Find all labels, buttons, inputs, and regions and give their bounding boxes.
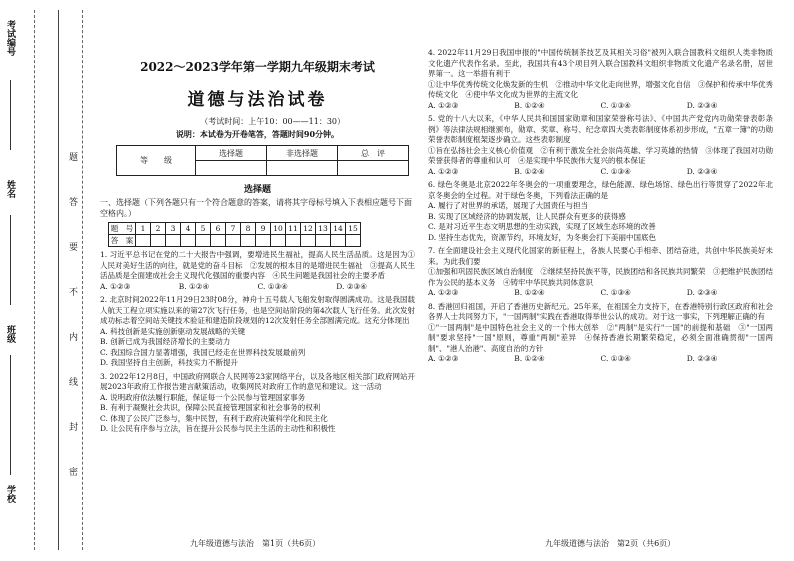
question-choices: ①旨在弘扬社会主义核心价值观 ②有利于激发全社会崇尚英雄、学习英雄的热情 ③体现了我国对功勋荣誉获得者的尊重和认可 ④是实现中华民族伟大复兴的根本保证 bbox=[428, 145, 773, 165]
question-number: 8 bbox=[241, 223, 256, 235]
class-label: 班级 bbox=[5, 325, 15, 343]
cut-word: 密 bbox=[69, 468, 79, 478]
page-footer-right: 九年级道德与法治 第2页（共6页） bbox=[545, 539, 676, 548]
question-choices: ①加强和巩固民族区域自治制度 ②继续坚持民族平等，民族团结和各民族共同繁荣 ③把维护民族团结作为公民的基本义务 ④铸牢中华民族共同体意识 bbox=[428, 267, 773, 287]
option-row bbox=[428, 354, 773, 365]
option[interactable]: B. 实现了区域经济的协调发展，让人民群众有更多的获得感 bbox=[428, 211, 626, 221]
answer-cell[interactable] bbox=[181, 235, 196, 247]
option[interactable]: C. ①③④ bbox=[257, 281, 288, 291]
option[interactable]: B. ①②④ bbox=[514, 166, 545, 176]
question-stem: 8. 香港回归祖国，开启了香港历史新纪元。25年来，在祖国全力支持下，在香港特别行政区政府和社会各界人士共同努力下，"一国两制"实践在香港取得举世公认的成功。对于这一事实，下列理解正确的有 bbox=[428, 301, 773, 321]
option[interactable]: D. ②③④ bbox=[336, 281, 367, 291]
grade-col-header: 非选择题 bbox=[267, 146, 338, 161]
answer-cell[interactable] bbox=[151, 235, 166, 247]
answer-row-label: 题 号 bbox=[109, 223, 136, 235]
question-stem: 4. 2022年11月29日我国申报的"中国传统制茶技艺及其相关习俗"被列入联合国教科文组织人类非物质文化遗产代表作名录。至此，我国共有43个项目列入联合国教科文组织非物质文化遗产名录名册，居世界第一。这一举措有利于 bbox=[428, 48, 773, 78]
answer-cell[interactable] bbox=[136, 235, 151, 247]
question-stem: 1. 习近平总书记在党的二十大报告中强调，要增进民生福祉，提高人民生活品质。这是因为 bbox=[100, 250, 408, 259]
question-number: 10 bbox=[271, 223, 286, 235]
option[interactable]: D. 坚持生态优先，资源节约，环境友好，为冬奥会打下美丽中国底色 bbox=[428, 232, 657, 242]
question-3 bbox=[100, 372, 415, 435]
seal-line-inner bbox=[82, 10, 83, 550]
question-8 bbox=[428, 302, 773, 365]
option[interactable]: C. ①③④ bbox=[600, 100, 631, 110]
question-1 bbox=[100, 250, 415, 292]
question-stem: 7. 在全面建设社会主义现代化国家的新征程上，各族人民要心手相牵、团结奋进，共创中华民族美好未来。为此我们要 bbox=[428, 246, 773, 266]
grade-col-header: 选择题 bbox=[196, 146, 267, 161]
option[interactable]: B. ①②④ bbox=[514, 100, 545, 110]
cut-word: 要 bbox=[69, 243, 79, 253]
answer-cell[interactable] bbox=[271, 235, 286, 247]
answer-cell[interactable] bbox=[256, 235, 271, 247]
answer-table bbox=[108, 222, 361, 247]
grade-cell[interactable] bbox=[338, 161, 409, 176]
binding-margin bbox=[0, 0, 96, 561]
question-choices: ①让中华优秀传统文化焕发新的生机 ②推动中华文化走向世界，增强文化自信 ③保护和传承中华优秀传统文化 ④使中华文化成为世界的主流文化 bbox=[428, 79, 773, 99]
grade-cell[interactable] bbox=[267, 161, 338, 176]
question-stem: 2. 北京时间2022年11月29日23时08分，神舟十五号载人飞船发射取得圆满成功。这是我国载人航天工程立项实施以来的第27次飞行任务，也是空间站阶段的第4次载人飞行任务。此次发射成功标志着空间站关键技术验证和建造阶段规划的12次发射任务全部圆满完成。这充分体现出 bbox=[100, 295, 415, 325]
option[interactable]: C. 我国综合国力显著增强，我国已经走在世界科技发展最前列 bbox=[100, 347, 306, 357]
question-number: 6 bbox=[211, 223, 226, 235]
question-5 bbox=[428, 114, 773, 177]
option[interactable]: B. 创新已成为我国经济增长的主要动力 bbox=[100, 337, 231, 346]
question-number: 5 bbox=[196, 223, 211, 235]
answer-row-label: 答 案 bbox=[109, 235, 136, 247]
cut-word: 线 bbox=[69, 378, 79, 388]
option-row bbox=[428, 101, 773, 112]
option[interactable]: B. ①②④ bbox=[178, 281, 210, 291]
question-number: 9 bbox=[256, 223, 271, 235]
name-label: 姓名 bbox=[5, 180, 15, 198]
grade-cell[interactable] bbox=[196, 161, 267, 176]
answer-cell[interactable] bbox=[331, 235, 346, 247]
page-2 bbox=[428, 34, 773, 544]
option[interactable]: A. ①②③ bbox=[100, 281, 131, 291]
name-line bbox=[10, 215, 11, 305]
exam-note: 说明：本试卷为开卷笔答，答题时间90分钟。 bbox=[175, 129, 340, 139]
page-1 bbox=[100, 34, 415, 544]
exam-time: （考试时间：上午10：00——11：30） bbox=[200, 117, 345, 126]
question-6 bbox=[428, 180, 773, 243]
option[interactable]: C. ①③④ bbox=[600, 166, 631, 176]
question-7 bbox=[428, 246, 773, 299]
answer-cell[interactable] bbox=[301, 235, 316, 247]
answer-cell[interactable] bbox=[196, 235, 211, 247]
option[interactable]: A. ①②③ bbox=[428, 288, 459, 297]
option-row bbox=[100, 282, 415, 293]
subject-title: 道德与法治试卷 bbox=[187, 90, 328, 110]
option[interactable]: A. ①②③ bbox=[428, 166, 459, 176]
cut-word: 不 bbox=[69, 288, 79, 298]
class-line bbox=[10, 355, 11, 475]
section-heading: 选择题 bbox=[243, 185, 271, 195]
exam-no-line bbox=[10, 80, 11, 150]
option[interactable]: C. 是对习近平生态文明思想的生动实践，实现了区域生态环境的改善 bbox=[428, 222, 656, 231]
option-row bbox=[428, 167, 773, 178]
option[interactable]: D. ②③④ bbox=[686, 288, 718, 297]
answer-cell[interactable] bbox=[286, 235, 301, 247]
option[interactable]: A. ①②③ bbox=[428, 354, 459, 363]
option[interactable]: A. 说明政府依法履行职能，保证每一个公民参与管理国家事务 bbox=[100, 392, 306, 402]
option[interactable]: B. ①②④ bbox=[514, 288, 545, 297]
question-4 bbox=[428, 48, 773, 111]
option[interactable]: C. ①③④ bbox=[600, 288, 631, 297]
option[interactable]: D. ②③④ bbox=[686, 354, 718, 363]
grade-row-label: 等 级 bbox=[117, 146, 196, 176]
exam-title: 2022～2023学年第一学期九年级期末考试 bbox=[140, 60, 375, 74]
question-number: 1 bbox=[136, 223, 151, 235]
seal-line-outer bbox=[34, 10, 35, 550]
cut-word: 封 bbox=[69, 423, 79, 433]
cut-word: 内 bbox=[69, 333, 79, 343]
option-row bbox=[428, 288, 773, 299]
option[interactable]: A. 科技创新是实施创新驱动发展战略的关键 bbox=[100, 326, 246, 336]
option[interactable]: D. ②③④ bbox=[686, 166, 718, 176]
question-number: 4 bbox=[181, 223, 196, 235]
grade-table bbox=[116, 145, 409, 176]
seal-line-middle bbox=[58, 10, 59, 550]
option[interactable]: C. 体现了公民广泛参与，集中民智，有利于政府决策科学化和民主化 bbox=[100, 413, 328, 423]
question-choices: ①人民对美好生活的向往，就是党的奋斗目标 ②发展的根本目的是增进民生福祉 ③提高人民生活品质是全面建成社会主义现代化强国的重要内容 ④民生问题是我国社会的主要矛盾 bbox=[100, 250, 415, 280]
question-choices: ①"一国两制"是中国特色社会主义的一个伟大创举 ②"两制"是实行"一国"的前提和基础 ③"一国两制"要求坚持"一国"原则，尊重"两制"差异 ④保持香港长期繁荣稳定，必须全面准确贯彻"一国两制"、"港人治港"、高度自治的方针 bbox=[428, 322, 773, 353]
question-number: 2 bbox=[151, 223, 166, 235]
option[interactable]: A. ①②③ bbox=[428, 100, 459, 110]
option[interactable]: D. 让公民有序参与立法，旨在提升公民参与民主生活的主动性和积极性 bbox=[100, 424, 336, 433]
answer-cell[interactable] bbox=[226, 235, 241, 247]
cut-word: 题 bbox=[69, 153, 79, 163]
question-stem: 3. 2022年12月8日，中国政府网联合人民网等23家网络平台，以及各地区相关部门政府网站开展2023年政府工作报告建言献策活动，收集网民对政府工作的意见和建议。这一活动 bbox=[100, 371, 415, 391]
question-number: 7 bbox=[226, 223, 241, 235]
cut-word: 答 bbox=[69, 198, 79, 208]
answer-cell[interactable] bbox=[316, 235, 331, 247]
option[interactable]: A. 履行了对世界的承诺，展现了大国责任与担当 bbox=[428, 201, 589, 210]
exam-no-label: 考试编号 bbox=[5, 20, 15, 56]
question-stem: 6. 绿色冬奥是北京2022年冬奥会的一项重要理念，绿色能源、绿色场馆、绿色出行等贯穿了2022年北京冬奥会的全过程。对于绿色冬奥，下列看法正确的是 bbox=[428, 180, 773, 200]
question-stem: 5. 党的十八大以来，《中华人民共和国国家勋章和国家荣誉称号法》、《中国共产党党内功勋荣誉表彰条例》等法律法规相继颁布，勋章、奖章、称号、纪念章四大类表彰制度体系初步形成，"五章一簿"的功勋荣誉表彰制度框架逐步确立。这些表彰制度 bbox=[428, 114, 773, 144]
page-footer-left: 九年级道德与法治 第1页（共6页） bbox=[190, 539, 321, 548]
question-2 bbox=[100, 295, 415, 369]
option[interactable]: B. 有利于凝聚社会共识，保障公民直接管理国家和社会事务的权利 bbox=[100, 403, 321, 412]
answer-cell[interactable] bbox=[211, 235, 226, 247]
question-number: 15 bbox=[346, 223, 361, 235]
school-label: 学校 bbox=[5, 485, 15, 503]
option[interactable]: C. ①③④ bbox=[600, 354, 631, 363]
answer-cell[interactable] bbox=[241, 235, 256, 247]
option[interactable]: D. ②③④ bbox=[686, 100, 718, 110]
question-number: 13 bbox=[316, 223, 331, 235]
option[interactable]: D. 我国坚持自主创新，科技实力不断提升 bbox=[100, 358, 239, 367]
grade-col-header: 总 评 bbox=[338, 146, 409, 161]
question-number: 12 bbox=[301, 223, 316, 235]
question-number: 3 bbox=[166, 223, 181, 235]
question-number: 14 bbox=[331, 223, 346, 235]
answer-cell[interactable] bbox=[166, 235, 181, 247]
question-number: 11 bbox=[286, 223, 301, 235]
section-description: 一、选择题（下列各题只有一个符合题意的答案，请将其字母标号填入下表相应题号下面空格内。） bbox=[100, 198, 412, 218]
option[interactable]: B. ①②④ bbox=[514, 354, 545, 363]
answer-cell[interactable] bbox=[346, 235, 361, 247]
